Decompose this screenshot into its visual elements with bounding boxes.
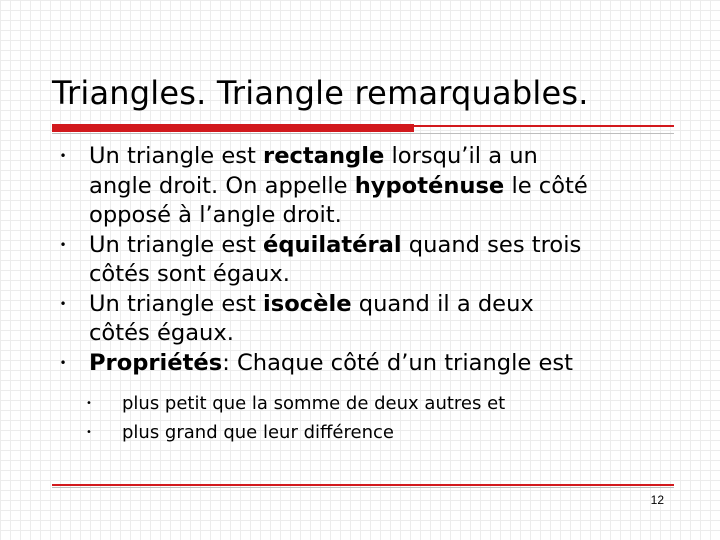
page-number: 12 [650, 493, 664, 507]
bullet-list [56, 142, 676, 378]
sub-bullet-item [84, 418, 644, 447]
bullet-line [89, 142, 676, 172]
footer-rule-gray [52, 487, 674, 488]
bullet-dot-icon: • [86, 427, 92, 438]
bullet-keyword: Propriétés [89, 349, 223, 376]
bullet-line [89, 201, 676, 231]
bullet-text: quand ses trois [401, 231, 582, 258]
bullet-line [89, 349, 676, 379]
bullet-dot-icon: • [59, 237, 67, 252]
bullet-item [56, 231, 676, 290]
sub-bullet-list [84, 389, 644, 447]
bullet-line [89, 319, 676, 349]
title-underline-bar [52, 124, 414, 132]
bullet-text: opposé à l’angle droit. [89, 202, 342, 228]
bullet-line [89, 260, 676, 290]
title-underline-gray [52, 133, 674, 134]
bullet-item [56, 349, 676, 379]
bullet-text: lorsqu’il a un [384, 143, 538, 169]
sub-bullet-text: plus grand que leur différence [122, 422, 394, 443]
bullet-dot-icon: • [86, 398, 92, 409]
bullet-text: côtés sont égaux. [89, 261, 290, 287]
bullet-keyword: hypoténuse [354, 172, 505, 199]
slide-title: Triangles. Triangle remarquables. [52, 74, 589, 112]
bullet-text: Un triangle est [89, 290, 264, 317]
bullet-keyword: isocèle [263, 290, 352, 317]
bullet-text: Un triangle est [89, 231, 264, 258]
bullet-text: le côté [504, 172, 588, 199]
bullet-keyword: équilatéral [263, 231, 402, 258]
bullet-dot-icon: • [59, 355, 67, 370]
sub-bullet-text: plus petit que la somme de deux autres et [122, 393, 506, 414]
bullet-item [56, 142, 676, 231]
title-underline-thin [414, 125, 674, 127]
bullet-line [89, 290, 676, 320]
bullet-text: quand il a deux [351, 290, 534, 317]
bullet-text: Un triangle est [89, 143, 264, 169]
sub-bullet-item [84, 389, 644, 418]
bullet-text: côtés égaux. [89, 320, 234, 346]
bullet-line [89, 231, 676, 261]
bullet-text: : Chaque côté d’un triangle est [222, 349, 574, 376]
bullet-keyword: rectangle [263, 143, 385, 169]
bullet-item [56, 290, 676, 349]
bullet-text: angle droit. On appelle [89, 172, 355, 199]
bullet-dot-icon: • [59, 296, 67, 311]
bullet-line [89, 172, 676, 202]
footer-rule [52, 484, 674, 486]
bullet-dot-icon: • [59, 149, 67, 163]
